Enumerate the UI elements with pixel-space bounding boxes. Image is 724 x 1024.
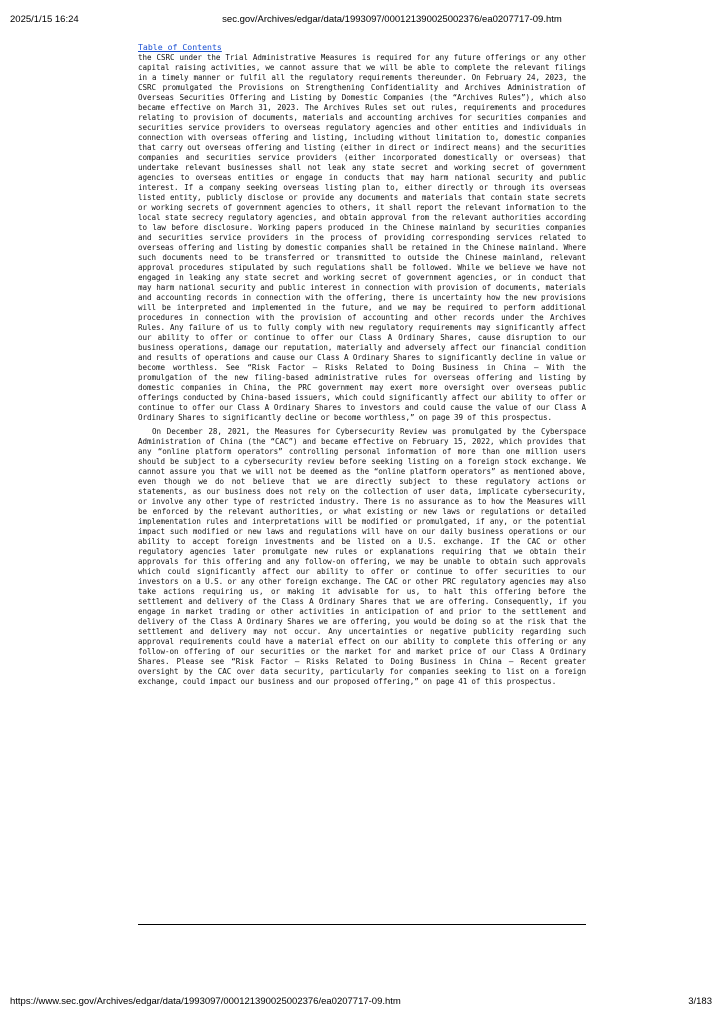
page-divider [138,924,586,925]
document-page [138,42,586,687]
print-page-indicator: 3/183 [688,996,712,1007]
body-paragraph-2: On December 28, 2021, the Measures for Cybersecurity Review was promulgated by the Cyberspace Administration of China (the “CAC”) and became effective on February 15, 2022, which provides that any “online platform operators” controlling personal information of more than one million users should be subject to a cybersecurity review before seeking listing on a foreign stock exchange. We cannot assure you that we will not be deemed as the “online platform operators” as mentioned above, even though we do not believe that we are directly subject to these regulatory actions or statements, as our business does not rely on the collection of user data, implicate cybersecurity, or involve any other type of restricted industry. There is no assurance as to how the Measures will be enforced by the relevant authorities, or what existing or new laws or regulations or detailed implementation rules and interpretations will be modified or promulgated, if any, or the potential impact such modified or new laws and regulations will have on our daily business operations or our ability to accept foreign investments and be listed on a U.S. exchange. If the CAC or other regulatory agencies later promulgate new rules or explanations requiring that we obtain their approvals for this offering and any follow-on offering, we may be unable to obtain such approvals which could significantly affect our ability to offer or continue to offer securities to our investors on a U.S. or any other foreign exchange. The CAC or other PRC regulatory agencies may also take actions requiring us, or making it advisable for us, to halt this offering before the settlement and delivery of the Class A Ordinary Shares that we are offering. Consequently, if you engage in market trading or other activities in anticipation of and prior to the settlement and delivery of the Class A Ordinary Shares we are offering, you would be doing so at the risk that the settlement and delivery may not occur. Any uncertainties or negative publicity regarding such approval requirements could have a material effect on our ability to complete this offering or any follow-on offering of our securities or the market for and market price of our Class A Ordinary Shares. Please see “Risk Factor — Risks Related to Doing Business in China — Recent greater oversight by the CAC over data security, particularly for companies seeking to list on a foreign exchange, could impact our business and our proposed offering,” on page 41 of this prospectus. [138,427,586,686]
print-timestamp: 2025/1/15 16:24 [10,14,79,25]
print-page-title: sec.gov/Archives/edgar/data/1993097/000121390025002376/ea0207717-09.htm [222,14,562,25]
table-of-contents-link[interactable]: Table of Contents [138,42,222,52]
body-paragraph-1: the CSRC under the Trial Administrative Measures is required for any future offerings or any other capital raising activities, we cannot assure that we will be able to complete the relevant filings in a timely manner or fulfil all the regulatory requirements thereunder. On February 24, 2023, the CSRC promulgated the Provisions on Strengthening Confidentiality and Archives Administration of Overseas Securities Offering and Listing by Domestic Companies (the “Archives Rules”), which also became effective on March 31, 2023. The Archives Rules set out rules, requirements and procedures relating to provision of documents, materials and accounting archives for securities companies and securities service providers to overseas regulatory agencies and other entities and individuals in connection with overseas offering and listing, including without limitation to, domestic companies that carry out overseas offering and listing (either in direct or indirect means) and the securities companies and securities service providers (either incorporated domestically or overseas) that undertake relevant businesses shall not leak any state secret and working secret of government agencies to overseas entities or engage in conducts that may harm national security and public interest. If a company seeking overseas listing plan to, either directly or through its overseas listed entity, publicly disclose or provide any documents and materials that contain state secrets or working secrets of government agencies to others, it shall report the relevant information to the local state secrecy regulatory agencies, and obtain approval from the relevant authorities according to law before disclosure. Working papers produced in the Chinese mainland by securities companies and securities service providers in the process of providing corresponding services related to overseas offering and listing by domestic companies shall be retained in the Chinese mainland. Where such documents need to be transferred or transmitted to outside the Chinese mainland, relevant approval procedures stipulated by such regulations shall be followed. While we believe we have not engaged in leaking any state secret and working secret of government agencies, or in conduct that may harm national security and public interest in connection with provision of documents, materials and accounting records in connection with the offering, there is uncertainty how the new provisions will be interpreted and implemented in the future, and we may be required to perform additional procedures in connection with the provision of accounting and other records under the Archives Rules. Any failure of us to fully comply with new regulatory requirements may significantly affect our ability to offer or continue to offer our Class A Ordinary Shares, cause disruption to our business operations, damage our reputation, materially and adversely affect our financial condition and results of operations and cause our Class A Ordinary Shares to significantly decline in value or become worthless. See “Risk Factor — Risks Related to Doing Business in China — With the promulgation of the new filing-based administrative rules for overseas offering and listing by domestic companies in China, the PRC government may exert more oversight over overseas public offerings conducted by China-based issuers, which could significantly affect our ability to offer or continue to offer our Class A Ordinary Shares to investors and could cause the value of our Class A Ordinary Shares to significantly decline or become worthless,” on page 39 of this prospectus. [138,53,586,422]
print-header [0,14,724,28]
print-footer [0,996,724,1010]
print-footer-url: https://www.sec.gov/Archives/edgar/data/1993097/000121390025002376/ea0207717-09.htm [10,996,401,1007]
